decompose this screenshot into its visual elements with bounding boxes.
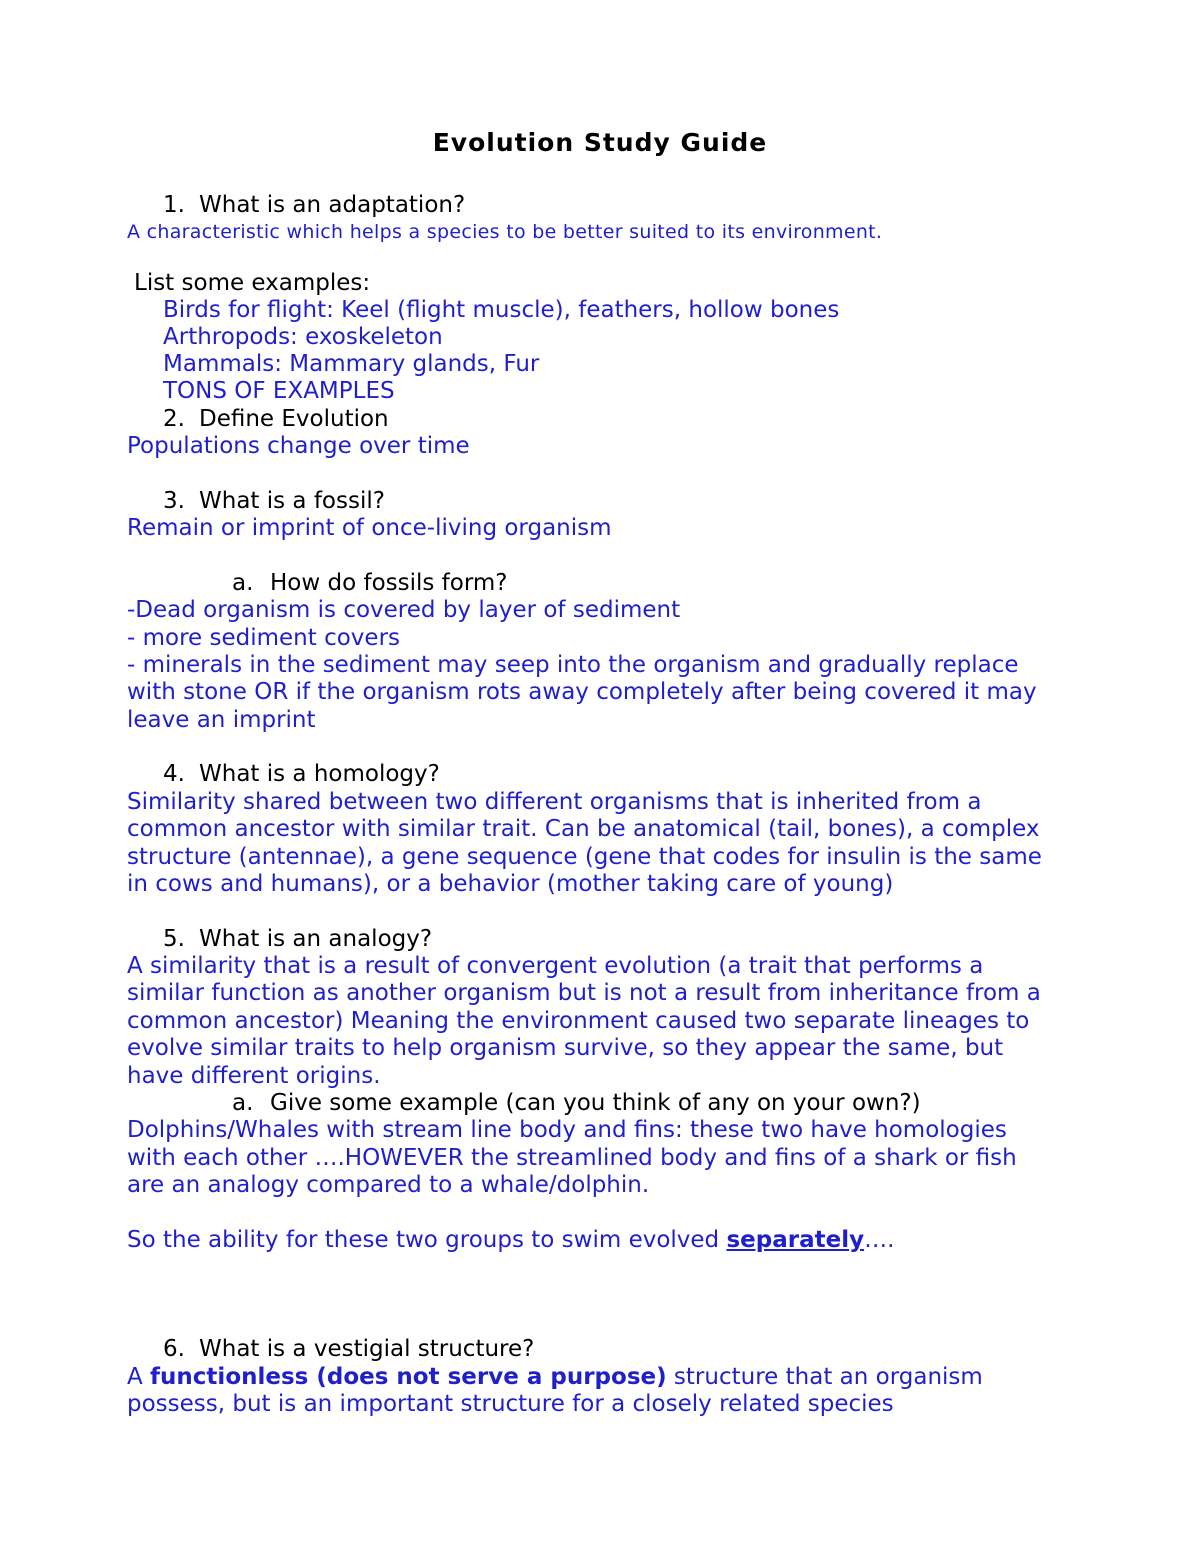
answer-3a-line: with stone OR if the organism rots away completely after being covered it may [127,679,1037,705]
question-number: 4. [163,761,185,787]
answer-5a-line: are an analogy compared to a whale/dolphin. [127,1172,650,1198]
emphasis-text: separately [726,1227,865,1253]
question-number: 1. [163,192,185,218]
answer-4-line: Similarity shared between two different organisms that is inherited from a [127,789,982,815]
question-text: What is an analogy? [199,926,433,952]
sub-question-letter: a. [232,570,254,596]
question-number: 2. [163,406,185,432]
answer-2: Populations change over time [127,433,470,459]
answer-text: A [127,1364,151,1390]
answer-5a-line: with each other ….HOWEVER the streamlined body and fins of a shark or fish [127,1145,1017,1171]
question-text: What is a fossil? [199,488,385,514]
answer-5-line: similar function as another organism but is not a result from inheritance from a [127,980,1041,1006]
answer-1: A characteristic which helps a species to be better suited to its environment. [127,221,883,243]
example-item: TONS OF EXAMPLES [163,378,395,404]
sub-question-text: How do fossils form? [270,570,508,596]
question-5a [232,1090,921,1117]
answer-4-line: common ancestor with similar trait. Can be anatomical (tail, bones), a complex [127,816,1040,842]
question-3 [163,488,385,515]
answer-3a-line: - minerals in the sediment may seep into the organism and gradually replace [127,652,1019,678]
page-title: Evolution Study Guide [432,128,768,157]
question-text: What is an adaptation? [199,192,466,218]
question-number: 3. [163,488,185,514]
answer-3a-line: - more sediment covers [127,625,401,651]
answer-3a-line: leave an imprint [127,707,316,733]
question-4 [163,761,440,788]
question-6 [163,1336,534,1363]
answer-3: Remain or imprint of once-living organism [127,515,612,541]
answer-text: structure that an organism [666,1364,983,1390]
question-3a [232,570,508,597]
question-1 [163,192,465,219]
example-item: Birds for flight: Keel (flight muscle), feathers, hollow bones [163,297,840,323]
sub-question-letter: a. [232,1090,254,1116]
answer-4-line: structure (antennae), a gene sequence (gene that codes for insulin is the same [127,844,1042,870]
question-text: What is a vestigial structure? [199,1336,535,1362]
question-text: What is a homology? [199,761,440,787]
answer-3a-line: -Dead organism is covered by layer of sediment [127,597,681,623]
answer-4-line: in cows and humans), or a behavior (mother taking care of young) [127,871,894,897]
answer-6-line [127,1364,983,1391]
sub-question-text: Give some example (can you think of any on your own?) [270,1090,921,1116]
emphasis-text: functionless (does not serve a purpose) [150,1364,667,1390]
example-item: Arthropods: exoskeleton [163,324,443,350]
question-2 [163,406,389,433]
conclusion-line [127,1227,894,1254]
examples-label: List some examples: [134,270,371,296]
question-text: Define Evolution [199,406,389,432]
question-number: 6. [163,1336,185,1362]
answer-5-line: evolve similar traits to help organism survive, so they appear the same, but [127,1035,1004,1061]
conclusion-text: So the ability for these two groups to swim evolved [127,1227,727,1253]
answer-5a-line: Dolphins/Whales with stream line body and fins: these two have homologies [127,1117,1007,1143]
answer-6-line: possess, but is an important structure for a closely related species [127,1391,894,1417]
question-5 [163,926,432,953]
answer-5-line: A similarity that is a result of convergent evolution (a trait that performs a [127,953,984,979]
answer-5-line: have different origins. [127,1063,381,1089]
conclusion-ellipsis: …. [864,1227,895,1253]
question-number: 5. [163,926,185,952]
example-item: Mammals: Mammary glands, Fur [163,351,540,377]
answer-5-line: common ancestor) Meaning the environment caused two separate lineages to [127,1008,1030,1034]
